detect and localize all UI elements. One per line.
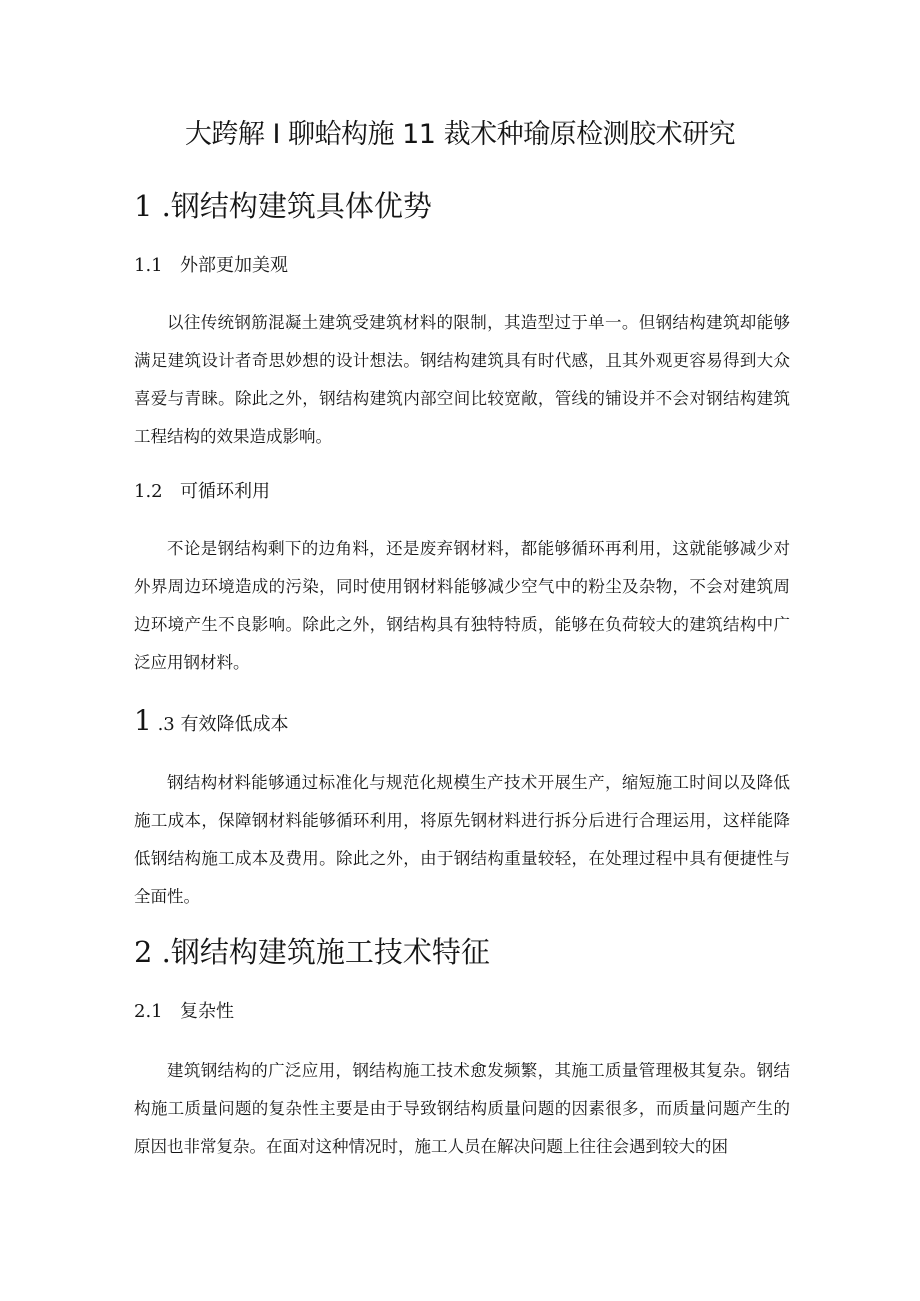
- section-2-number: 2: [134, 935, 153, 969]
- document-title: 大跨解 I 聊蛤构施 11 裁术种瑜原检测胶术研究: [184, 119, 736, 150]
- paragraph-1-2: 不论是钢结构剩下的边角料，还是废弃钢材料，都能够循环再利用，这就能够减少对外界周边环境造成的污染，同时使用钢材料能够减少空气中的粉尘及杂物，不会对建筑周边环境产生不良影响。除此之外，钢结构具有独特特质，能够在负荷较大的建筑结构中广泛应用钢材料。: [134, 539, 790, 672]
- subsection-1-3-number: 1: [134, 704, 152, 737]
- section-1-number: 1: [134, 189, 153, 223]
- section-1-title: .钢结构建筑具体优势: [161, 189, 432, 223]
- subsection-1-1-title: 外部更加美观: [180, 255, 288, 276]
- subsection-2-1-heading: [134, 998, 234, 1026]
- subsection-1-2-title: 可循环利用: [180, 481, 270, 502]
- subsection-1-2-number: 1.2: [134, 481, 163, 502]
- subsection-2-1-title: 复杂性: [180, 1001, 234, 1022]
- paragraph-1-3: 钢结构材料能够通过标准化与规范化规模生产技术开展生产，缩短施工时间以及降低施工成本，保障钢材料能够循环利用，将原先钢材料进行拆分后进行合理运用，这样能降低钢结构施工成本及费用。除此之外，由于钢结构重量较轻，在处理过程中具有便捷性与全面性。: [134, 773, 790, 906]
- section-1-heading: [134, 186, 432, 226]
- subsection-1-1-number: 1.1: [134, 255, 163, 276]
- subsection-1-1-heading: [134, 252, 288, 280]
- subsection-1-3-title: .3 有效降低成本: [157, 714, 289, 735]
- paragraph-2-1: 建筑钢结构的广泛应用，钢结构施工技术愈发频繁，其施工质量管理极其复杂。钢结构施工质量问题的复杂性主要是由于导致钢结构质量问题的因素很多，而质量问题产生的原因也非常复杂。在面对这种情况时，施工人员在解决问题上往往会遇到较大的困: [134, 1061, 790, 1156]
- subsection-1-2-heading: [134, 478, 270, 506]
- section-2-title: .钢结构建筑施工技术特征: [161, 935, 490, 969]
- subsection-1-3-heading: [134, 706, 288, 740]
- section-2-heading: [134, 932, 490, 972]
- paragraph-1-1: 以往传统钢筋混凝土建筑受建筑材料的限制，其造型过于单一。但钢结构建筑却能够满足建筑设计者奇思妙想的设计想法。钢结构建筑具有时代感，且其外观更容易得到大众喜爱与青睐。除此之外，钢结构建筑内部空间比较宽敞，管线的铺设并不会对钢结构建筑工程结构的效果造成影响。: [134, 313, 790, 446]
- subsection-2-1-number: 2.1: [134, 1001, 163, 1022]
